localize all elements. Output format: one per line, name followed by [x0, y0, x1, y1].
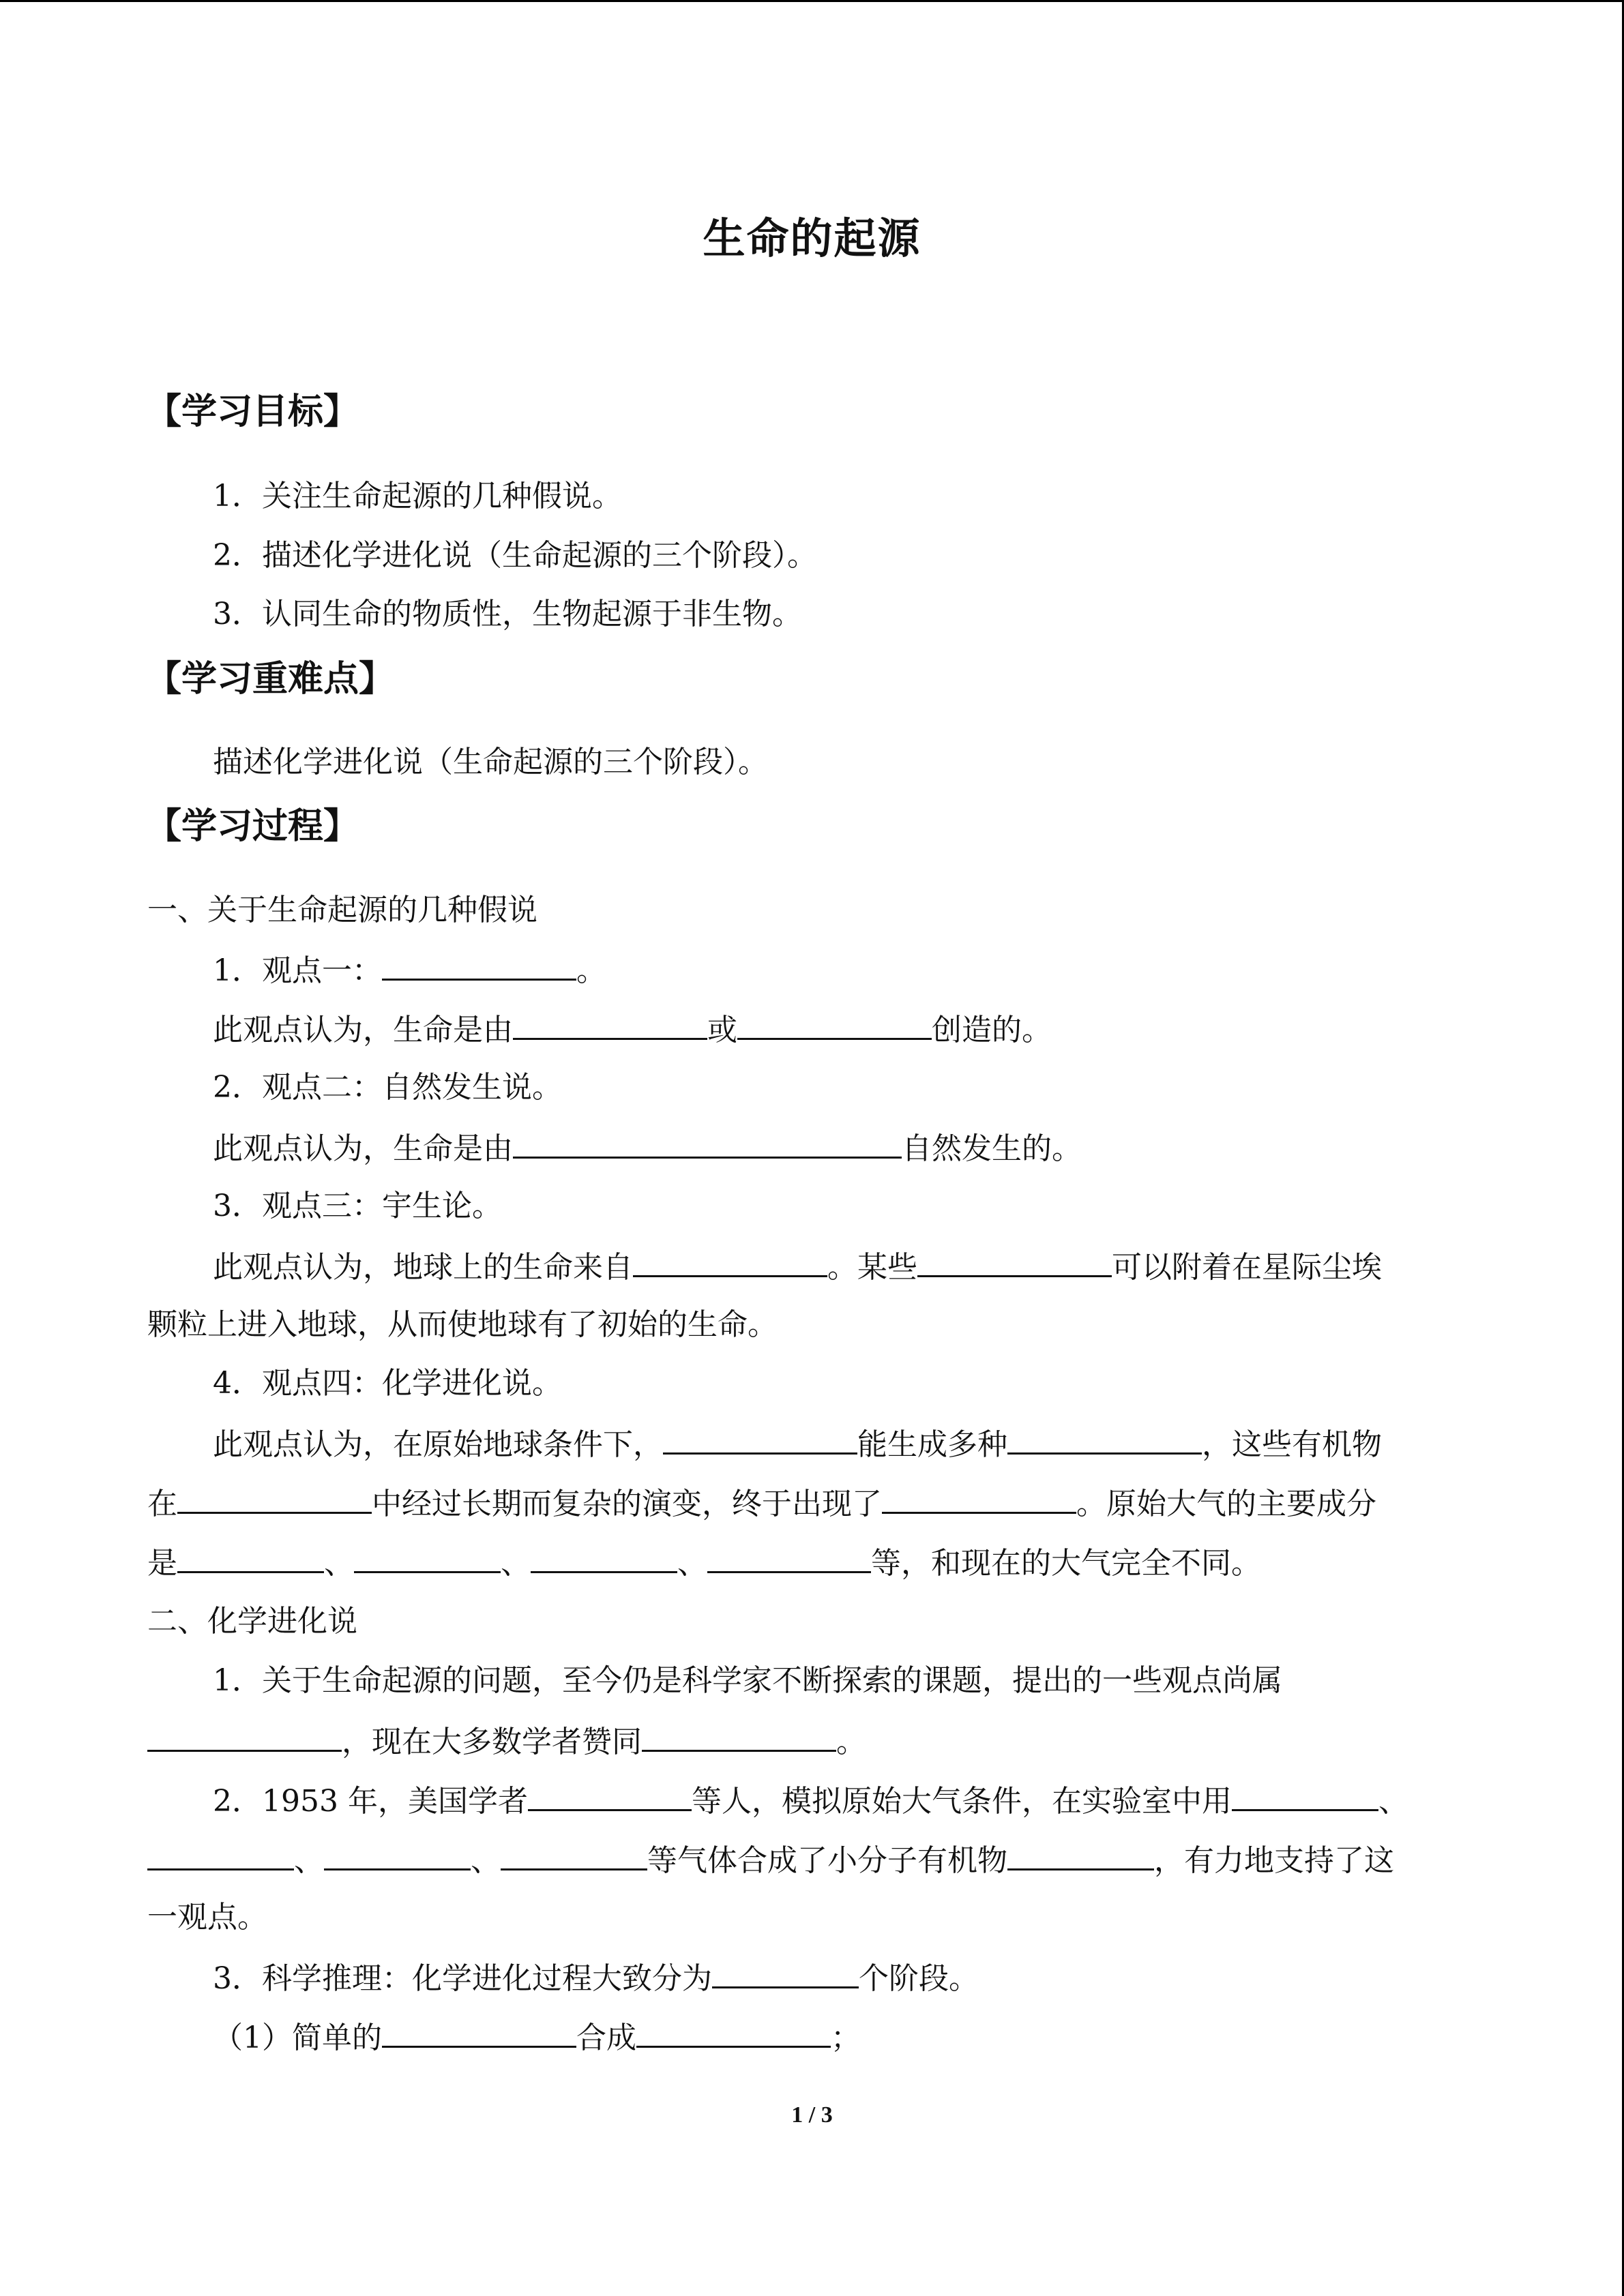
separator: 、 [677, 1546, 707, 1581]
text-segment: ，有力地支持了这 [1154, 1843, 1394, 1878]
text-segment: 合成 [576, 2021, 636, 2055]
view-2-description [213, 1128, 1082, 1168]
fill-blank[interactable] [513, 1009, 707, 1040]
atmosphere-components-line [147, 1542, 1261, 1583]
document-title: 生命的起源 [703, 213, 921, 263]
text-segment: 此观点认为，生命是由 [213, 1013, 513, 1047]
text-segment: 3．科学推理：化学进化过程大致分为 [213, 1961, 712, 1996]
text-segment: 创造的。 [932, 1013, 1052, 1047]
fill-blank[interactable] [382, 950, 576, 981]
fill-blank[interactable] [712, 1958, 859, 1988]
text-segment: 是 [147, 1546, 177, 1581]
text-segment: 。原始大气的主要成分 [1076, 1487, 1376, 1521]
view-4-line: 4．观点四：化学进化说。 [213, 1366, 562, 1401]
fill-blank[interactable] [707, 1542, 871, 1573]
view-1-label: 1．观点一： [213, 953, 382, 988]
view-1-line [213, 950, 606, 990]
separator: 、 [1378, 1784, 1408, 1819]
fill-blank[interactable] [531, 1542, 677, 1573]
fill-blank[interactable] [737, 1009, 932, 1040]
fill-blank[interactable] [1007, 1424, 1202, 1455]
fill-blank[interactable] [147, 1840, 294, 1870]
chem-evolution-stage-1 [213, 2017, 861, 2057]
fill-blank[interactable] [642, 1721, 836, 1752]
text-segment: 可以附着在星际尘埃 [1112, 1250, 1382, 1285]
chem-evolution-p2-cont [147, 1840, 1394, 1880]
text-segment: 等气体合成了小分子有机物 [647, 1843, 1007, 1878]
fill-blank[interactable] [354, 1542, 501, 1573]
fill-blank[interactable] [1007, 1840, 1154, 1870]
fill-blank[interactable] [1232, 1780, 1378, 1811]
goal-item-3: 3．认同生命的物质性，生物起源于非生物。 [213, 597, 802, 631]
text-segment: 能生成多种 [857, 1427, 1007, 1462]
heading-learning-goals: 【学习目标】 [146, 391, 359, 432]
separator: 、 [294, 1843, 324, 1878]
text-segment: ，这些有机物 [1202, 1427, 1382, 1462]
text-segment: 此观点认为，地球上的生命来自 [213, 1250, 633, 1285]
separator: 、 [324, 1546, 354, 1581]
view-3-line: 3．观点三：宇生论。 [213, 1189, 502, 1223]
separator: 、 [501, 1546, 531, 1581]
goal-item-2: 2．描述化学进化说（生命起源的三个阶段）。 [213, 538, 817, 573]
fill-blank[interactable] [636, 2017, 831, 2048]
text-segment: 自然发生的。 [902, 1131, 1082, 1166]
text-segment: 个阶段。 [859, 1961, 979, 1996]
text-segment: 此观点认为，在原始地球条件下， [213, 1427, 663, 1462]
punctuation: 。 [576, 953, 606, 988]
text-segment: 或 [707, 1013, 737, 1047]
fill-blank[interactable] [177, 1542, 324, 1573]
section-2-title: 二、化学进化说 [147, 1604, 357, 1639]
fill-blank[interactable] [882, 1483, 1076, 1514]
fill-blank[interactable] [501, 1840, 647, 1870]
text-segment: 2．1953 年，美国学者 [213, 1784, 528, 1819]
chem-evolution-p2-end: 一观点。 [147, 1900, 267, 1935]
fill-blank[interactable] [177, 1483, 372, 1514]
goal-item-1: 1．关注生命起源的几种假说。 [213, 479, 622, 513]
separator: 、 [471, 1843, 501, 1878]
section-1-title: 一、关于生命起源的几种假说 [147, 893, 537, 927]
page-border-top [0, 0, 1624, 2]
fill-blank[interactable] [917, 1247, 1112, 1277]
heading-key-points: 【学习重难点】 [146, 659, 395, 700]
view-2-line: 2．观点二：自然发生说。 [213, 1070, 562, 1105]
text-segment: 。某些 [827, 1250, 917, 1285]
view-1-description [213, 1009, 1052, 1049]
text-segment: 等人，模拟原始大气条件，在实验室中用 [691, 1784, 1232, 1819]
view-4-description-cont [147, 1483, 1376, 1523]
fill-blank[interactable] [528, 1780, 692, 1811]
view-4-description [213, 1424, 1382, 1464]
text-segment: 。 [836, 1725, 866, 1759]
fill-blank[interactable] [382, 2017, 576, 2048]
text-segment: 在 [147, 1487, 177, 1521]
chem-evolution-p3 [213, 1958, 979, 1998]
key-point-text: 描述化学进化说（生命起源的三个阶段）。 [213, 745, 768, 779]
text-segment: 此观点认为，生命是由 [213, 1131, 513, 1166]
fill-blank[interactable] [324, 1840, 471, 1870]
chem-evolution-p1: 1．关于生命起源的问题，至今仍是科学家不断探索的课题，提出的一些观点尚属 [213, 1663, 1282, 1698]
text-segment: （1）简单的 [213, 2021, 382, 2055]
text-segment: 中经过长期而复杂的演变，终于出现了 [372, 1487, 882, 1521]
fill-blank[interactable] [663, 1424, 857, 1455]
fill-blank[interactable] [147, 1721, 342, 1752]
chem-evolution-p2 [213, 1780, 1408, 1821]
page-number: 1 / 3 [791, 2102, 833, 2128]
text-segment: ，现在大多数学者赞同 [342, 1725, 642, 1759]
view-3-description [213, 1247, 1382, 1287]
text-segment: ； [831, 2021, 861, 2055]
heading-learning-process: 【学习过程】 [146, 806, 359, 847]
chem-evolution-p1-cont [147, 1721, 866, 1761]
fill-blank[interactable] [513, 1128, 902, 1159]
view-3-description-cont: 颗粒上进入地球，从而使地球有了初始的生命。 [147, 1307, 778, 1342]
fill-blank[interactable] [633, 1247, 827, 1277]
text-segment: 等，和现在的大气完全不同。 [871, 1546, 1261, 1581]
